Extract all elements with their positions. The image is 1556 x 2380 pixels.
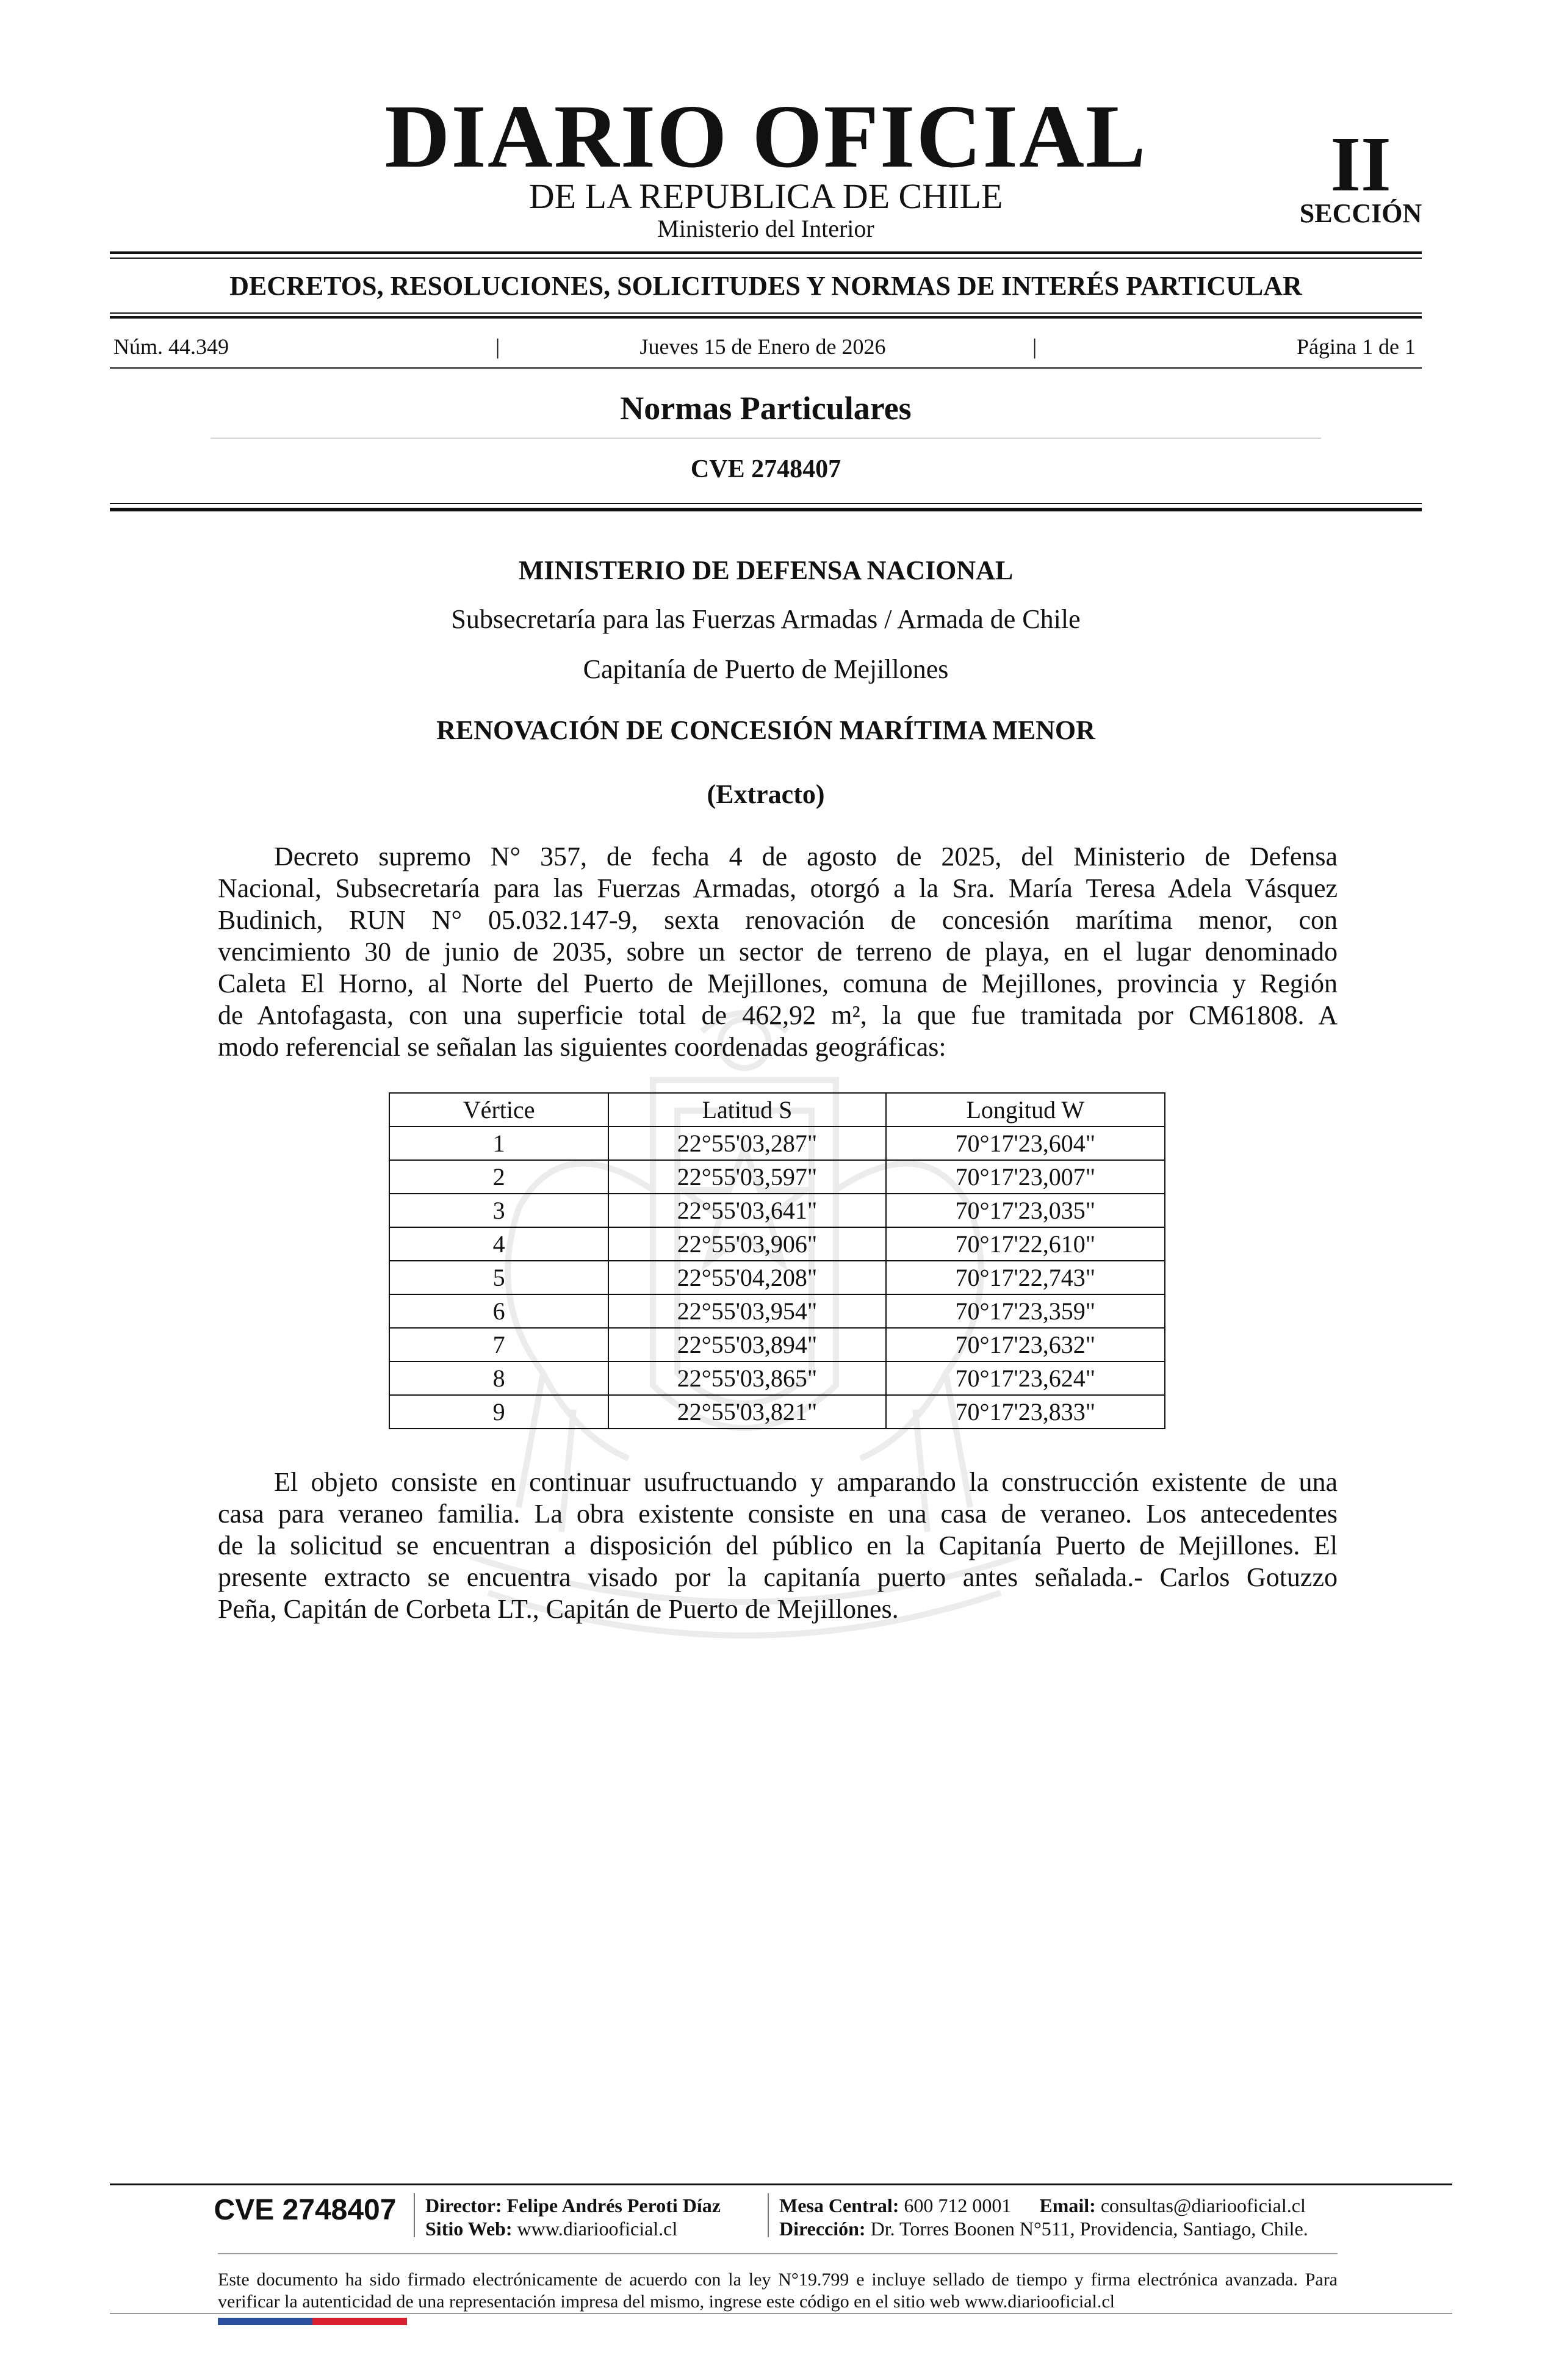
paragraph-line: Peña, Capitán de Corbeta LT., Capitán de Puerto de Mejillones. [218, 1594, 899, 1624]
coordinates-table [389, 1092, 1165, 1429]
website-link[interactable]: www.diariooficial.cl [517, 2218, 678, 2240]
column-header-vertice: Vértice [389, 1093, 608, 1127]
director-line [425, 2196, 721, 2215]
section-title-rule [211, 438, 1321, 439]
longitude-cell: 70°17'22,610" [886, 1227, 1165, 1261]
issue-date: Jueves 15 de Enero de 2026 [639, 334, 886, 359]
info-rule [110, 367, 1422, 369]
paragraph-line: Decreto supremo N° 357, de fecha 4 de agosto de 2025, del Ministerio de Defensa [274, 842, 1338, 871]
contact-line [779, 2196, 1306, 2215]
longitude-cell: 70°17'23,833" [886, 1395, 1165, 1429]
mesa-label: Mesa Central: [779, 2194, 899, 2216]
latitude-cell: 22°55'04,208" [608, 1261, 885, 1294]
footer-rule-middle [218, 2253, 1338, 2254]
latitude-cell: 22°55'03,954" [608, 1294, 885, 1328]
column-header-latitud: Latitud S [608, 1093, 885, 1127]
footer-rule-bottom [110, 2313, 1452, 2314]
ministry-heading: MINISTERIO DE DEFENSA NACIONAL [518, 555, 1014, 585]
info-separator: | [495, 334, 500, 359]
page-indicator: Página 1 de 1 [1297, 334, 1416, 359]
paragraph-line: vencimiento 30 de junio de 2035, sobre un sector de terreno de playa, en el lugar denominado [218, 937, 1338, 967]
banner-rule-bottom-thick [110, 316, 1422, 319]
footer-signature-note: Este documento ha sido firmado electrónicamente de acuerdo con la ley N°19.799 e incluye sellado de tiempo y firma electrónica avanzada. Para verificar la autenticidad de una representación impresa del mismo, ingrese este código en el sitio web www.diariooficial.cl [218, 2270, 1338, 2312]
column-header-longitud: Longitud W [886, 1093, 1165, 1127]
banner-rule-top-thin [110, 258, 1422, 259]
table-header-row [389, 1093, 1165, 1127]
banner-rule-top [110, 251, 1422, 254]
latitude-cell: 22°55'03,597" [608, 1160, 885, 1194]
table-row [389, 1328, 1165, 1361]
issue-number: Núm. 44.349 [113, 334, 229, 359]
vertex-cell: 6 [389, 1294, 608, 1328]
section-banner: DECRETOS, RESOLUCIONES, SOLICITUDES Y NORMAS DE INTERÉS PARTICULAR [229, 271, 1302, 301]
director-label: Director: [425, 2194, 502, 2216]
vertex-cell: 8 [389, 1361, 608, 1395]
flag-bar-red [312, 2318, 407, 2325]
paragraph-line: casa para veraneo familia. La obra existente consiste en una casa de veraneo. Los antecedentes [218, 1499, 1338, 1529]
section-label: SECCIÓN [1299, 198, 1422, 228]
paragraph-line: Caleta El Horno, al Norte del Puerto de Mejillones, comuna de Mejillones, provincia y Región [218, 968, 1338, 998]
latitude-cell: 22°55'03,287" [608, 1127, 885, 1160]
paragraph-line: modo referencial se señalan las siguientes coordenadas geográficas: [218, 1032, 946, 1062]
table-row [389, 1361, 1165, 1395]
table-row [389, 1261, 1165, 1294]
longitude-cell: 70°17'23,035" [886, 1194, 1165, 1227]
vertex-cell: 1 [389, 1127, 608, 1160]
header-rule-thick [110, 508, 1422, 511]
table-row [389, 1127, 1165, 1160]
longitude-cell: 70°17'23,007" [886, 1160, 1165, 1194]
website-label: Sitio Web: [425, 2218, 513, 2240]
section-number: II [1330, 121, 1391, 207]
extract-label: (Extracto) [707, 779, 825, 809]
paragraph-line: Nacional, Subsecretaría para las Fuerzas Armadas, otorgó a la Sra. María Teresa Adela Vásquez [218, 873, 1338, 903]
cve-code: CVE 2748407 [690, 455, 841, 483]
vertex-cell: 7 [389, 1328, 608, 1361]
latitude-cell: 22°55'03,821" [608, 1395, 885, 1429]
footer-divider [768, 2193, 769, 2237]
longitude-cell: 70°17'23,359" [886, 1294, 1165, 1328]
latitude-cell: 22°55'03,894" [608, 1328, 885, 1361]
info-separator: | [1032, 334, 1037, 359]
table-row [389, 1194, 1165, 1227]
vertex-cell: 9 [389, 1395, 608, 1429]
section-title: Normas Particulares [620, 390, 912, 427]
masthead-ministry: Ministerio del Interior [657, 215, 874, 242]
website-line [425, 2219, 677, 2238]
longitude-cell: 70°17'23,604" [886, 1127, 1165, 1160]
decree-paragraph [218, 841, 1338, 1063]
longitude-cell: 70°17'22,743" [886, 1261, 1165, 1294]
masthead-title: DIARIO OFICIAL [384, 87, 1147, 187]
latitude-cell: 22°55'03,865" [608, 1361, 885, 1395]
banner-rule-bottom [110, 312, 1422, 314]
table-row [389, 1160, 1165, 1194]
email-link[interactable]: consultas@diariooficial.cl [1100, 2194, 1306, 2216]
document-title: RENOVACIÓN DE CONCESIÓN MARÍTIMA MENOR [436, 715, 1095, 745]
paragraph-line: El objeto consiste en continuar usufructuando y amparando la construcción existente de una [274, 1467, 1338, 1497]
table-row [389, 1227, 1165, 1261]
paragraph-line: de la solicitud se encuentran a disposición del público en la Capitanía Puerto de Mejillones. El [218, 1531, 1338, 1560]
latitude-cell: 22°55'03,641" [608, 1194, 885, 1227]
longitude-cell: 70°17'23,632" [886, 1328, 1165, 1361]
email-label: Email: [1039, 2194, 1096, 2216]
address-line [779, 2219, 1308, 2238]
footer-cve-code: CVE 2748407 [214, 2194, 397, 2226]
paragraph-line: de Antofagasta, con una superficie total de 462,92 m², la que fue tramitada por CM61808. A [218, 1000, 1338, 1030]
vertex-cell: 3 [389, 1194, 608, 1227]
vertex-cell: 5 [389, 1261, 608, 1294]
paragraph-line: Budinich, RUN N° 05.032.147-9, sexta renovación de concesión marítima menor, con [218, 905, 1338, 935]
vertex-cell: 2 [389, 1160, 608, 1194]
header-rule-thin [110, 503, 1422, 504]
paragraph-line: presente extracto se encuentra visado por la capitanía puerto antes señalada.- Carlos Gotuzzo [218, 1562, 1338, 1592]
latitude-cell: 22°55'03,906" [608, 1227, 885, 1261]
longitude-cell: 70°17'23,624" [886, 1361, 1165, 1395]
flag-bar-blue [218, 2318, 312, 2325]
table-row [389, 1294, 1165, 1328]
object-paragraph [218, 1466, 1338, 1625]
mesa-value: 600 712 0001 [904, 2194, 1012, 2216]
director-value: Felipe Andrés Peroti Díaz [506, 2194, 721, 2216]
table-row [389, 1395, 1165, 1429]
address-value: Dr. Torres Boonen N°511, Providencia, Santiago, Chile. [870, 2218, 1308, 2240]
footer-rule-top [110, 2183, 1452, 2185]
masthead-subtitle: DE LA REPUBLICA DE CHILE [528, 176, 1003, 216]
subsecretaria-heading: Subsecretaría para las Fuerzas Armadas / Armada de Chile [451, 604, 1081, 634]
footer-divider [414, 2193, 415, 2237]
address-label: Dirección: [779, 2218, 866, 2240]
vertex-cell: 4 [389, 1227, 608, 1261]
capitania-heading: Capitanía de Puerto de Mejillones [583, 654, 949, 684]
